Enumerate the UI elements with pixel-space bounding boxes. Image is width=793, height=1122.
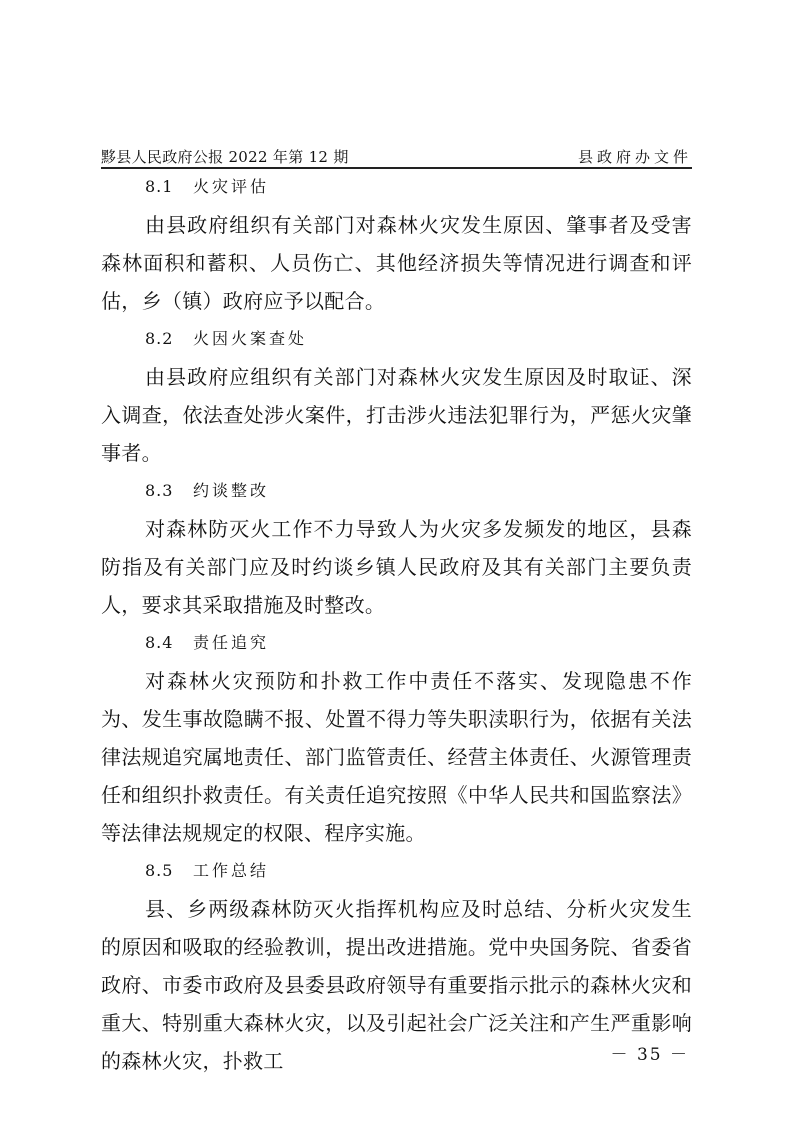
section-number: 8.4: [145, 633, 174, 652]
section-number: 8.2: [145, 329, 174, 348]
section-heading: [101, 168, 692, 206]
section-title: 火灾评估: [193, 177, 270, 196]
section-title: 工作总结: [193, 861, 270, 880]
document-body: [101, 168, 692, 1080]
bulletin-title: 黟县人民政府公报 2022 年第 12 期: [101, 148, 349, 166]
page-header: [101, 147, 692, 167]
section-heading: [101, 624, 692, 662]
section-paragraph: 对森林防灭火工作不力导致人为火灾多发频发的地区，县森防指及有关部门应及时约谈乡镇人民政府及其有关部门主要负责人，要求其采取措施及时整改。: [101, 517, 692, 617]
page-number: － 35 －: [610, 1045, 689, 1065]
section-number: 8.1: [145, 177, 174, 196]
section-number: 8.3: [145, 481, 174, 500]
section-heading: [101, 320, 692, 358]
section-8-1: [101, 168, 692, 320]
section-title: 火因火案查处: [193, 329, 308, 348]
section-title: 责任追究: [193, 633, 270, 652]
section-8-2: [101, 320, 692, 472]
section-8-4: [101, 624, 692, 852]
section-paragraph: 县、乡两级森林防灭火指挥机构应及时总结、分析火灾发生的原因和吸取的经验教训，提出改进措施。党中央国务院、省委省政府、市委市政府及县委县政府领导有重要指示批示的森林火灾和重大、特别重大森林火灾，以及引起社会广泛关注和产生严重影响的森林火灾，扑救工: [101, 897, 692, 1073]
section-title: 约谈整改: [193, 481, 270, 500]
section-paragraph: 由县政府组织有关部门对森林火灾发生原因、肇事者及受害森林面积和蓄积、人员伤亡、其他经济损失等情况进行调查和评估，乡（镇）政府应予以配合。: [101, 213, 692, 313]
section-paragraph: 对森林火灾预防和扑救工作中责任不落实、发现隐患不作为、发生事故隐瞒不报、处置不得力等失职渎职行为，依据有关法律法规追究属地责任、部门监管责任、经营主体责任、火源管理责任和组织扑救责任。有关责任追究按照《中华人民共和国监察法》等法律法规规定的权限、程序实施。: [101, 669, 692, 845]
document-category: 县政府办文件: [577, 148, 692, 166]
section-paragraph: 由县政府应组织有关部门对森林火灾发生原因及时取证、深入调查，依法查处涉火案件，打击涉火违法犯罪行为，严惩火灾肇事者。: [101, 365, 692, 465]
section-number: 8.5: [145, 861, 174, 880]
section-8-3: [101, 472, 692, 624]
section-8-5: [101, 852, 692, 1080]
section-heading: [101, 852, 692, 890]
section-heading: [101, 472, 692, 510]
